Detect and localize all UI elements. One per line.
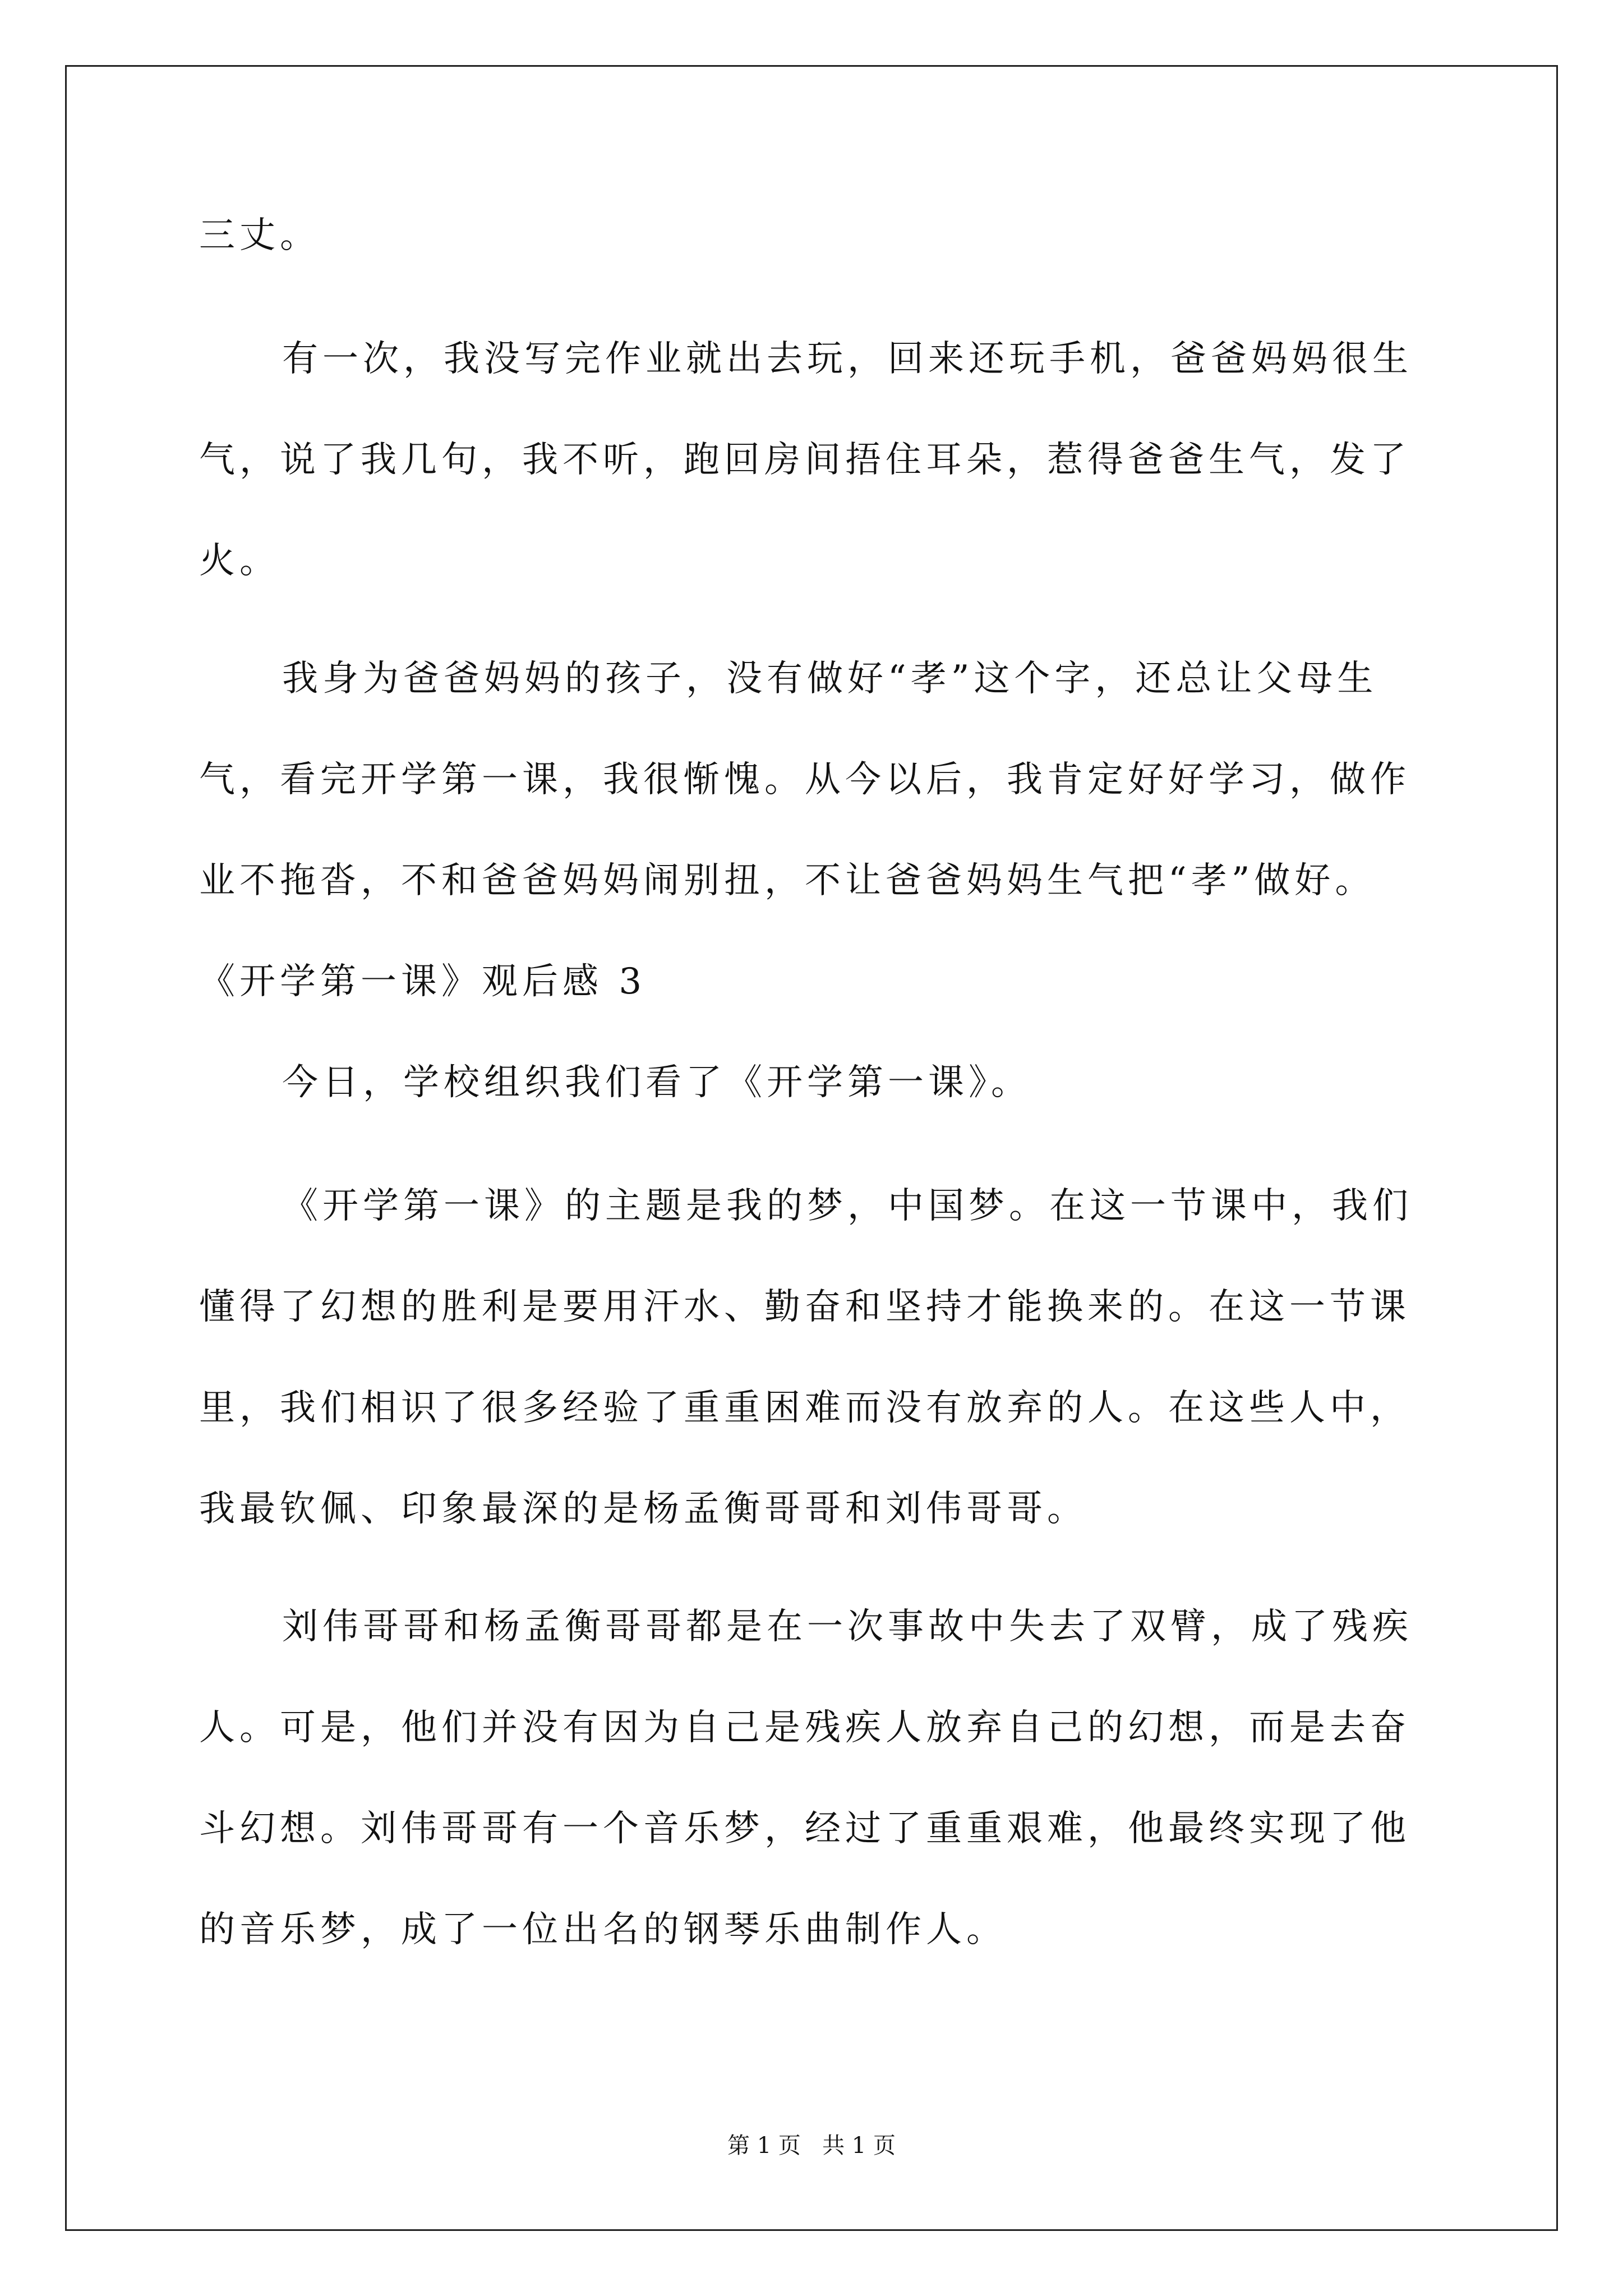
page-frame	[65, 65, 1558, 2231]
text-line: 气，说了我几句，我不听，跑回房间捂住耳朵，惹得爸爸生气，发了	[199, 439, 1410, 481]
text-line: 我最钦佩、印象最深的是杨孟衡哥哥和刘伟哥哥。	[199, 1488, 1087, 1530]
text-line: 里，我们相识了很多经验了重重困难而没有放弃的人。在这些人中，	[199, 1387, 1410, 1429]
section-heading: 《开学第一课》观后感 3	[199, 961, 647, 1002]
text-line: 业不拖沓，不和爸爸妈妈闹别扭，不让爸爸妈妈生气把“孝”做好。	[199, 860, 1376, 901]
text-line: 三丈。	[199, 215, 320, 256]
page-footer: 第 1 页 共 1 页	[727, 2133, 896, 2159]
paragraph-line: 有一次，我没写完作业就出去玩，回来还玩手机，爸爸妈妈很生	[282, 338, 1413, 380]
text-line: 火。	[199, 540, 280, 582]
text-line: 斗幻想。刘伟哥哥有一个音乐梦，经过了重重艰难，他最终实现了他	[199, 1808, 1410, 1849]
text-line: 的音乐梦，成了一位出名的钢琴乐曲制作人。	[199, 1909, 1007, 1950]
text-line: 懂得了幻想的胜利是要用汗水、勤奋和坚持才能换来的。在这一节课	[199, 1286, 1410, 1328]
text-line: 气，看完开学第一课，我很惭愧。从今以后，我肯定好好学习，做作	[199, 759, 1410, 800]
paragraph-line: 刘伟哥哥和杨孟衡哥哥都是在一次事故中失去了双臂，成了残疾	[282, 1606, 1413, 1648]
paragraph-line: 《开学第一课》的主题是我的梦，中国梦。在这一节课中，我们	[282, 1185, 1413, 1227]
text-line: 人。可是，他们并没有因为自己是残疾人放弃自己的幻想，而是去奋	[199, 1707, 1410, 1749]
paragraph-line: 今日，学校组织我们看了《开学第一课》。	[282, 1062, 1031, 1103]
paragraph-line: 我身为爸爸妈妈的孩子，没有做好“孝”这个字，还总让父母生	[282, 658, 1378, 700]
